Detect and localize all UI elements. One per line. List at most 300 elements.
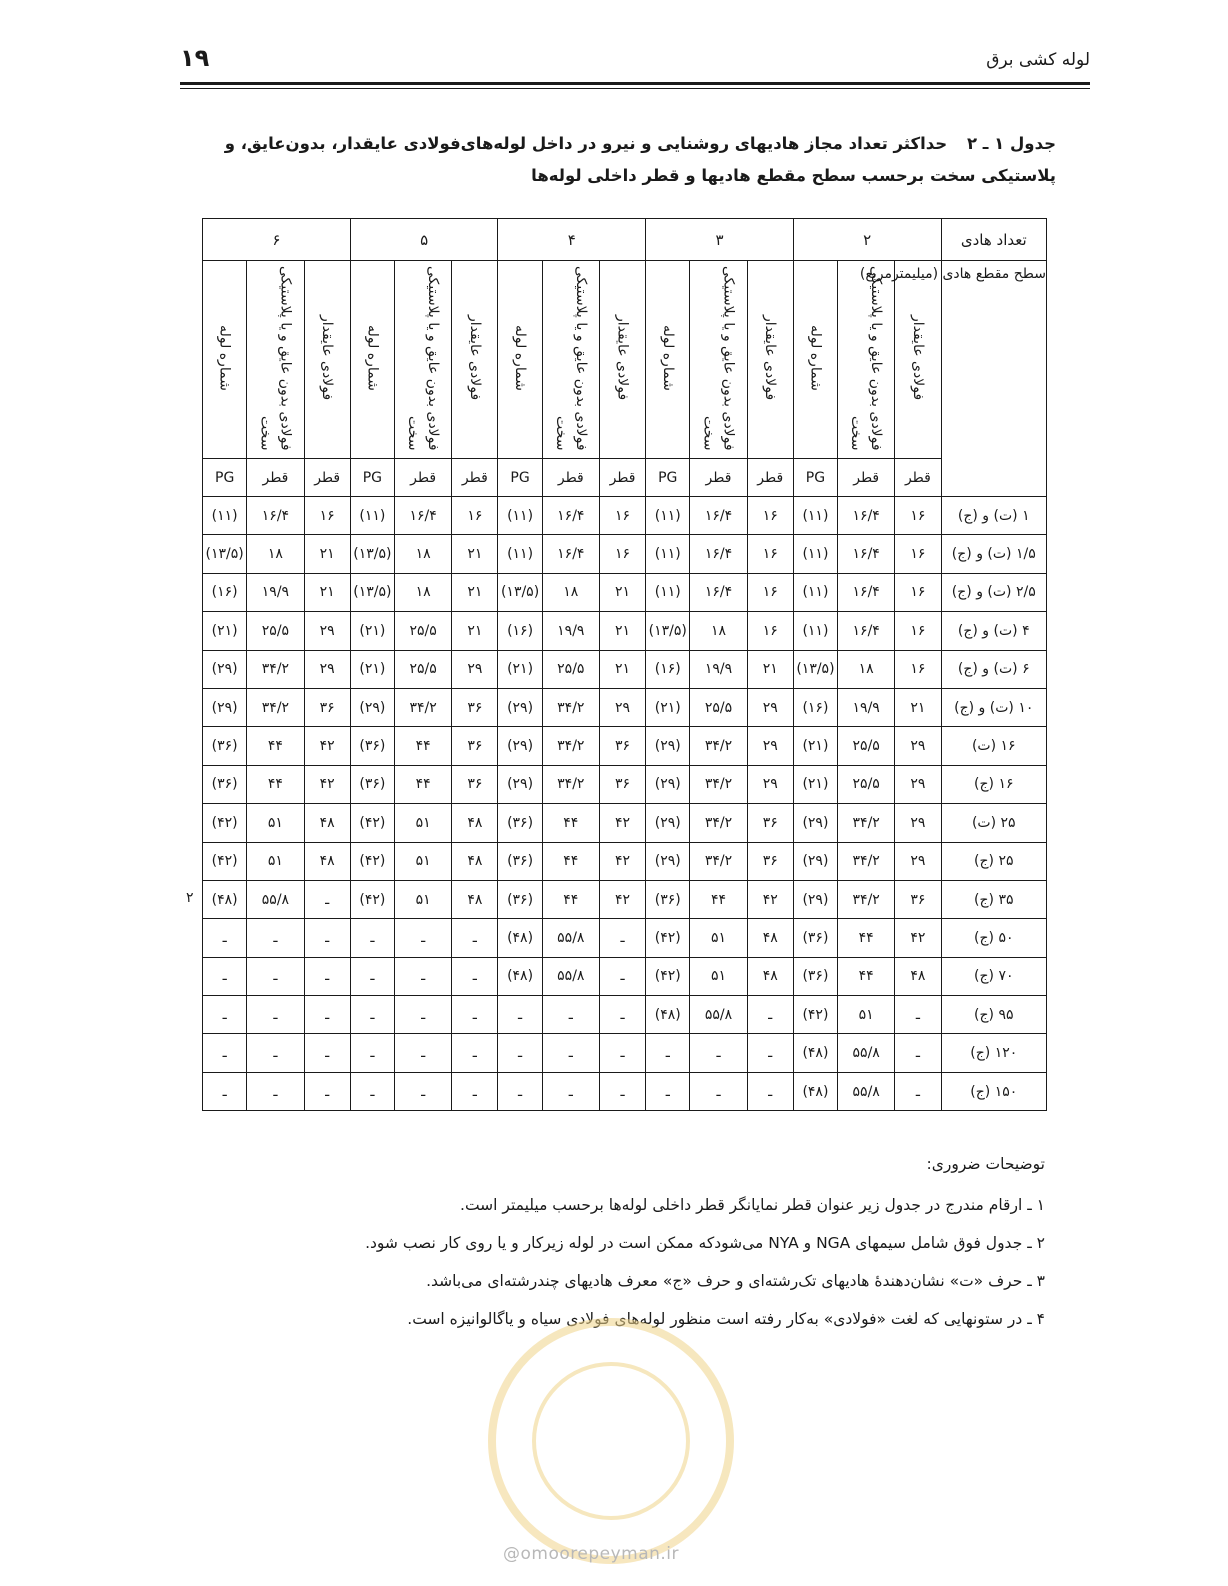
table-row <box>203 765 1047 803</box>
margin-mark: ۲ <box>186 890 194 906</box>
table-cell: ۱۶ <box>747 612 793 650</box>
table-cell: ۲۵/۵ <box>394 612 451 650</box>
caption-text: حداکثر تعداد مجاز هادیهای روشنایی و نیرو در داخل لوله‌های‌فولادی عایقدار، بدون‌عایق، و پلاستیکی سخت برحسب سطح مقطع هادیها و قطر داخلی لوله‌ها <box>224 134 1056 185</box>
table-cell: (۴۸) <box>646 996 690 1034</box>
column-type-header <box>394 261 451 459</box>
table-cell: ۲۹ <box>895 842 941 880</box>
table-cell: ۱۶/۴ <box>690 497 747 535</box>
table-cell: ۲۱ <box>452 573 498 611</box>
table-cell: ۲۵/۵ <box>394 650 451 688</box>
table-row <box>203 804 1047 842</box>
table-cell: ـ <box>599 1072 645 1110</box>
table-cell: (۱۶) <box>203 573 247 611</box>
table-cell: ـ <box>394 957 451 995</box>
column-unit-header: قطر <box>542 459 599 497</box>
table-cell: ـ <box>304 919 350 957</box>
column-type-text: فولادی عایقدار <box>909 314 926 401</box>
table-row <box>203 1072 1047 1110</box>
table-cell: ـ <box>350 919 394 957</box>
table-cell: ۲۱ <box>599 573 645 611</box>
table-row <box>203 996 1047 1034</box>
table-cell: (۴۲) <box>203 804 247 842</box>
table-cell: (۲۹) <box>498 688 542 726</box>
table-cell: ۲۹ <box>304 612 350 650</box>
column-type-text: فولادی بدون عایق و یا پلاستیکی سخت <box>848 265 885 451</box>
table-cell: ۴۴ <box>690 880 747 918</box>
table-cell: ۴۴ <box>394 727 451 765</box>
table-cell: ۴۴ <box>542 804 599 842</box>
column-type-text: شماره لوله <box>364 324 381 391</box>
table-cell: (۲۱) <box>498 650 542 688</box>
table-cell: (۲۱) <box>646 688 690 726</box>
table-row <box>203 1034 1047 1072</box>
table-row <box>203 842 1047 880</box>
table-cell: (۳۶) <box>203 727 247 765</box>
table-cell: ۱۶ <box>304 497 350 535</box>
table-cell: ۳۴/۲ <box>838 842 895 880</box>
table-cell: ـ <box>350 957 394 995</box>
notes-section <box>175 1155 1045 1345</box>
table-cell: (۲۹) <box>793 842 837 880</box>
table-cell: (۲۹) <box>646 842 690 880</box>
table-cell: ـ <box>542 996 599 1034</box>
column-type-header <box>793 261 837 459</box>
table-cell: ـ <box>452 1072 498 1110</box>
table-cell: ـ <box>542 1034 599 1072</box>
table-cell: (۱۳/۵) <box>793 650 837 688</box>
column-type-text: فولادی بدون عایق و یا پلاستیکی سخت <box>257 265 294 451</box>
table-cell: (۱۳/۵) <box>350 573 394 611</box>
table-cell: ـ <box>599 1034 645 1072</box>
table-cell: ۱۶ <box>747 497 793 535</box>
header-rule-thick <box>180 82 1090 85</box>
table-cell: ۴۴ <box>838 957 895 995</box>
table-cell: ۲۹ <box>895 804 941 842</box>
table-cell: ۴۲ <box>304 765 350 803</box>
group-header: ۵ <box>350 219 498 261</box>
row-label: ۷۰ (ج) <box>941 957 1046 995</box>
caption-number: جدول ۱ ـ ۲ <box>966 134 1056 153</box>
column-type-header <box>895 261 941 459</box>
table-cell: (۱۳/۵) <box>350 535 394 573</box>
table-cell: ۲۱ <box>599 612 645 650</box>
table-cell: ـ <box>350 996 394 1034</box>
note-item-1: ۱ ـ ارقام مندرج در جدول زیر عنوان قطر نمایانگر قطر داخلی لوله‌ها برحسب میلیمتر است. <box>460 1196 1045 1214</box>
row-label: ۱۶ (ت) <box>941 727 1046 765</box>
table-cell: ـ <box>247 1034 304 1072</box>
column-type-text: فولادی عایقدار <box>762 314 779 401</box>
table-cell: ـ <box>452 996 498 1034</box>
table-cell: ۱۶/۴ <box>838 612 895 650</box>
column-type-text: شماره لوله <box>659 324 676 391</box>
table-cell: ۱۶/۴ <box>838 573 895 611</box>
table-cell: ۱۶/۴ <box>247 497 304 535</box>
table-cell: ۴۸ <box>452 804 498 842</box>
table-cell: ۴۴ <box>542 842 599 880</box>
table-cell: ۳۶ <box>599 727 645 765</box>
column-unit-header: قطر <box>895 459 941 497</box>
table-row <box>203 688 1047 726</box>
table-cell: ۱۶/۴ <box>542 535 599 573</box>
table-caption <box>205 128 1056 192</box>
column-unit-header: قطر <box>304 459 350 497</box>
column-type-header <box>542 261 599 459</box>
table-cell: ۴۸ <box>452 880 498 918</box>
table-cell: ۳۴/۲ <box>690 842 747 880</box>
column-type-text: فولادی بدون عایق و یا پلاستیکی سخت <box>700 265 737 451</box>
table-cell: ۳۶ <box>452 765 498 803</box>
corner-header: تعداد هادی <box>941 219 1046 261</box>
table-cell: ـ <box>895 996 941 1034</box>
table-cell: ۴۲ <box>747 880 793 918</box>
table-cell: ۴۸ <box>747 919 793 957</box>
column-unit-header: قطر <box>452 459 498 497</box>
table-cell: (۱۱) <box>498 497 542 535</box>
table-cell: (۴۸) <box>498 919 542 957</box>
table-cell: ـ <box>304 1034 350 1072</box>
table-cell: ۲۵/۵ <box>838 727 895 765</box>
table-cell: ۲۹ <box>304 650 350 688</box>
column-type-text: فولادی عایقدار <box>614 314 631 401</box>
column-unit-header: PG <box>793 459 837 497</box>
table-cell: ـ <box>599 919 645 957</box>
table-cell: ۲۹ <box>895 727 941 765</box>
table-cell: ۱۶ <box>452 497 498 535</box>
table-cell: (۲۹) <box>793 880 837 918</box>
table-cell: ۱۶ <box>599 535 645 573</box>
table-cell: (۱۳/۵) <box>498 573 542 611</box>
table-cell: ۲۹ <box>747 765 793 803</box>
table-cell: ۱۶ <box>747 573 793 611</box>
table-cell: (۲۹) <box>793 804 837 842</box>
table-cell: ـ <box>247 1072 304 1110</box>
column-unit-header: قطر <box>599 459 645 497</box>
table-cell: (۳۶) <box>498 804 542 842</box>
table-cell: ۳۴/۲ <box>247 650 304 688</box>
table-cell: ـ <box>498 996 542 1034</box>
table-cell: ۳۴/۲ <box>690 765 747 803</box>
table-cell: ۱۸ <box>247 535 304 573</box>
table-cell: (۲۱) <box>203 612 247 650</box>
table-cell: ـ <box>394 1034 451 1072</box>
table-cell: ۵۱ <box>838 996 895 1034</box>
table-cell: (۴۲) <box>350 880 394 918</box>
table-cell: ۴۲ <box>599 842 645 880</box>
table-cell: (۳۶) <box>793 919 837 957</box>
table-cell: ۱۶/۴ <box>838 497 895 535</box>
column-type-header <box>203 261 247 459</box>
table-cell: ۱۶ <box>599 497 645 535</box>
table-cell: (۲۹) <box>350 688 394 726</box>
table-cell: (۲۹) <box>646 727 690 765</box>
table-cell: ـ <box>247 919 304 957</box>
table-cell: (۳۶) <box>203 765 247 803</box>
table-cell: (۳۶) <box>350 727 394 765</box>
table-cell: (۴۲) <box>646 919 690 957</box>
table-cell: ۵۵/۸ <box>247 880 304 918</box>
table-cell: ۵۱ <box>690 919 747 957</box>
table-cell: ۳۴/۲ <box>394 688 451 726</box>
table-cell: ـ <box>646 1072 690 1110</box>
table-cell: ۲۵/۵ <box>838 765 895 803</box>
table-cell: ۱۶/۴ <box>838 535 895 573</box>
table-cell: ـ <box>599 996 645 1034</box>
table-cell: ۴۸ <box>304 804 350 842</box>
table-cell: ـ <box>247 957 304 995</box>
column-type-header <box>838 261 895 459</box>
watermark-seal-logo <box>488 1318 734 1564</box>
table-cell: (۴۲) <box>793 996 837 1034</box>
table-cell: ۱۸ <box>542 573 599 611</box>
table-cell: (۲۹) <box>203 650 247 688</box>
table-cell: ـ <box>895 1034 941 1072</box>
table-cell: ـ <box>394 919 451 957</box>
table-cell: (۱۱) <box>350 497 394 535</box>
table-cell: ـ <box>498 1072 542 1110</box>
group-header: ۶ <box>203 219 351 261</box>
conductor-table <box>202 218 1047 1111</box>
table-cell: (۱۱) <box>646 497 690 535</box>
row-header-label: سطح مقطع هادی (میلیمترمربع) <box>941 261 1046 497</box>
table-cell: ۵۱ <box>394 842 451 880</box>
running-title: لوله کشی برق <box>986 50 1090 70</box>
table-cell: ـ <box>203 996 247 1034</box>
table-cell: ۲۱ <box>304 535 350 573</box>
table-row <box>203 535 1047 573</box>
table-cell: ۳۴/۲ <box>542 765 599 803</box>
table-cell: ۳۴/۲ <box>247 688 304 726</box>
table-cell: ۵۵/۸ <box>838 1072 895 1110</box>
table-cell: ۴۸ <box>304 842 350 880</box>
table-cell: ۳۴/۲ <box>838 804 895 842</box>
table-cell: ۱۹/۹ <box>247 573 304 611</box>
table-cell: (۲۱) <box>793 727 837 765</box>
table-cell: (۱۱) <box>498 535 542 573</box>
table-row <box>203 957 1047 995</box>
table-cell: ۱۶ <box>747 535 793 573</box>
column-type-text: شماره لوله <box>807 324 824 391</box>
table-cell: (۳۶) <box>350 765 394 803</box>
table-cell: ۴۴ <box>247 765 304 803</box>
column-type-header <box>690 261 747 459</box>
table-cell: (۲۹) <box>498 765 542 803</box>
column-type-header <box>646 261 690 459</box>
table-cell: ۲۱ <box>304 573 350 611</box>
group-header: ۳ <box>646 219 794 261</box>
table-cell: ۱۶ <box>895 650 941 688</box>
table-cell: ۲۱ <box>599 650 645 688</box>
column-unit-header: قطر <box>247 459 304 497</box>
table-cell: ۳۶ <box>452 688 498 726</box>
table-cell: ـ <box>498 1034 542 1072</box>
table-cell: ۳۶ <box>452 727 498 765</box>
table-cell: ـ <box>203 1034 247 1072</box>
table-cell: ۳۴/۲ <box>690 804 747 842</box>
row-label: ۴ (ت) و (ج) <box>941 612 1046 650</box>
table-cell: (۱۳/۵) <box>203 535 247 573</box>
column-type-text: فولادی بدون عایق و یا پلاستیکی سخت <box>552 265 589 451</box>
row-label: ۱۶ (ج) <box>941 765 1046 803</box>
table-cell: ـ <box>690 1072 747 1110</box>
table-cell: ۱۶ <box>895 535 941 573</box>
table-cell: ۵۱ <box>690 957 747 995</box>
table-cell: ۴۴ <box>838 919 895 957</box>
table-cell: ـ <box>542 1072 599 1110</box>
table-cell: ۲۹ <box>895 765 941 803</box>
table-cell: ـ <box>304 996 350 1034</box>
table-cell: ۳۶ <box>599 765 645 803</box>
table-cell: ۱۶/۴ <box>542 497 599 535</box>
table-cell: ۴۴ <box>394 765 451 803</box>
table-cell: ۲۹ <box>599 688 645 726</box>
table-cell: ۱۶/۴ <box>394 497 451 535</box>
table-cell: ۴۴ <box>247 727 304 765</box>
column-type-header <box>747 261 793 459</box>
table-cell: ـ <box>350 1072 394 1110</box>
table-cell: ـ <box>452 919 498 957</box>
column-type-header <box>247 261 304 459</box>
row-label: ۲۵ (ت) <box>941 804 1046 842</box>
table-cell: ـ <box>452 1034 498 1072</box>
row-label: ۲/۵ (ت) و (ج) <box>941 573 1046 611</box>
table-cell: ـ <box>747 1072 793 1110</box>
table-cell: ـ <box>304 957 350 995</box>
table-cell: ۲۱ <box>895 688 941 726</box>
table-cell: (۱۶) <box>646 650 690 688</box>
table-cell: ۲۵/۵ <box>542 650 599 688</box>
table-cell: ۱۶/۴ <box>690 535 747 573</box>
table-cell: ۱۸ <box>690 612 747 650</box>
table-cell: (۳۶) <box>646 880 690 918</box>
table-cell: (۴۸) <box>793 1072 837 1110</box>
table-cell: ۱۶/۴ <box>690 573 747 611</box>
table-cell: ـ <box>690 1034 747 1072</box>
table-cell: ۴۸ <box>895 957 941 995</box>
table-cell: ۱۶ <box>895 497 941 535</box>
row-label: ۳۵ (ج) <box>941 880 1046 918</box>
table-cell: ۴۴ <box>542 880 599 918</box>
table-cell: ۲۹ <box>747 727 793 765</box>
page-number: ۱۹ <box>180 44 210 72</box>
table-cell: ۵۱ <box>394 880 451 918</box>
group-header: ۲ <box>793 219 941 261</box>
table-cell: (۲۹) <box>498 727 542 765</box>
row-label: ۶ (ت) و (ج) <box>941 650 1046 688</box>
group-header: ۴ <box>498 219 646 261</box>
table-cell: (۴۲) <box>646 957 690 995</box>
column-type-text: شماره لوله <box>512 324 529 391</box>
table-cell: (۱۱) <box>203 497 247 535</box>
table-cell: ۱۹/۹ <box>542 612 599 650</box>
row-label: ۵۰ (ج) <box>941 919 1046 957</box>
table-cell: (۴۸) <box>203 880 247 918</box>
table-cell: ۵۵/۸ <box>838 1034 895 1072</box>
column-unit-header: PG <box>646 459 690 497</box>
table-cell: (۴۸) <box>498 957 542 995</box>
column-unit-header: قطر <box>690 459 747 497</box>
table-cell: ۲۵/۵ <box>690 688 747 726</box>
note-item-4: ۴ ـ در ستونهایی که لغت «فولادی» به‌کار رفته است منظور لوله‌های فولادی سیاه و یاگالوانیزه است. <box>407 1310 1045 1328</box>
table-cell: ـ <box>747 996 793 1034</box>
table-cell: ـ <box>599 957 645 995</box>
table-cell: (۲۹) <box>646 804 690 842</box>
table-cell: ۱۶ <box>895 612 941 650</box>
table-row <box>203 612 1047 650</box>
table-cell: (۱۶) <box>498 612 542 650</box>
column-type-header <box>350 261 394 459</box>
table-cell: ـ <box>646 1034 690 1072</box>
table-cell: ۵۱ <box>247 804 304 842</box>
column-type-header <box>304 261 350 459</box>
column-unit-header: PG <box>203 459 247 497</box>
column-unit-header: قطر <box>838 459 895 497</box>
table-cell: ـ <box>203 1072 247 1110</box>
column-type-text: فولادی بدون عایق و یا پلاستیکی سخت <box>405 265 442 451</box>
table-cell: (۳۶) <box>793 957 837 995</box>
table-cell: ۱۹/۹ <box>838 688 895 726</box>
table-cell: (۱۳/۵) <box>646 612 690 650</box>
table-cell: (۱۱) <box>793 612 837 650</box>
row-label: ۱۰ (ت) و (ج) <box>941 688 1046 726</box>
table-cell: ـ <box>247 996 304 1034</box>
table-row <box>203 650 1047 688</box>
column-type-text: فولادی عایقدار <box>319 314 336 401</box>
table-cell: (۲۹) <box>646 765 690 803</box>
table-cell: (۱۱) <box>793 497 837 535</box>
table-cell: (۳۶) <box>498 842 542 880</box>
table-cell: (۴۸) <box>793 1034 837 1072</box>
table-cell: (۴۲) <box>350 842 394 880</box>
table-cell: ۳۴/۲ <box>542 688 599 726</box>
table-cell: ـ <box>747 1034 793 1072</box>
table-cell: ۱۹/۹ <box>690 650 747 688</box>
table-row <box>203 919 1047 957</box>
table-cell: ۳۴/۲ <box>690 727 747 765</box>
table-cell: ـ <box>203 957 247 995</box>
table-cell: ـ <box>304 880 350 918</box>
table-row <box>203 573 1047 611</box>
column-type-header <box>498 261 542 459</box>
table-cell: ۲۱ <box>452 535 498 573</box>
table-cell: ۴۲ <box>304 727 350 765</box>
row-label: ۱ (ت) و (ج) <box>941 497 1046 535</box>
table-cell: (۱۱) <box>646 535 690 573</box>
table-cell: ۳۴/۲ <box>542 727 599 765</box>
table-cell: ۳۶ <box>747 804 793 842</box>
table-cell: ۵۱ <box>247 842 304 880</box>
table-cell: ۲۱ <box>747 650 793 688</box>
table-cell: (۴۲) <box>350 804 394 842</box>
row-label: ۱۲۰ (ج) <box>941 1034 1046 1072</box>
table-cell: (۱۱) <box>793 573 837 611</box>
table-cell: ـ <box>304 1072 350 1110</box>
table-cell: (۴۲) <box>203 842 247 880</box>
table-cell: (۱۱) <box>646 573 690 611</box>
table-cell: ۴۲ <box>599 880 645 918</box>
table-row <box>203 497 1047 535</box>
table-cell: ۴۸ <box>747 957 793 995</box>
row-label: ۱/۵ (ت) و (ج) <box>941 535 1046 573</box>
header-rule-thin <box>180 88 1090 89</box>
table-cell: ۲۵/۵ <box>247 612 304 650</box>
notes-title: توضیحات ضروری: <box>926 1155 1045 1173</box>
note-item-2: ۲ ـ جدول فوق شامل سیمهای NGA و NYA می‌شودکه ممکن است در لوله زیرکار و یا روی کار نصب شود. <box>365 1234 1045 1252</box>
table-cell: ۵۵/۸ <box>542 957 599 995</box>
table-cell: (۲۱) <box>793 765 837 803</box>
table-cell: ۱۸ <box>394 535 451 573</box>
table-cell: (۳۶) <box>498 880 542 918</box>
column-unit-header: PG <box>350 459 394 497</box>
